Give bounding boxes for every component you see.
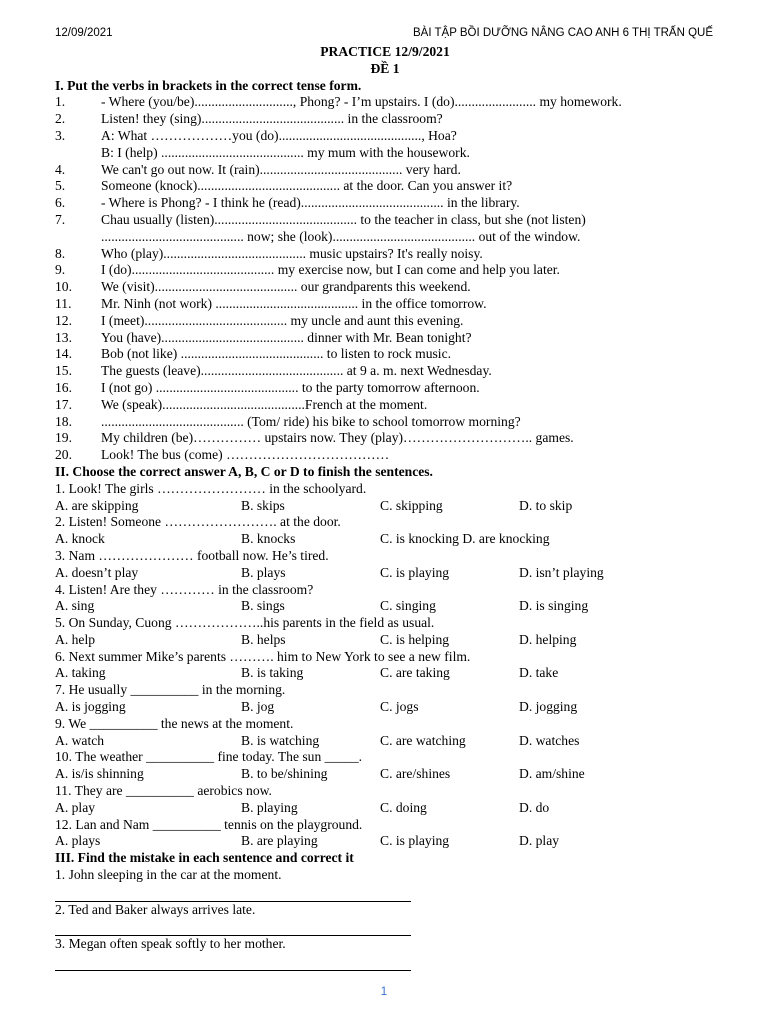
answer-option[interactable]: B. skips: [241, 497, 285, 513]
answer-options: [55, 766, 715, 783]
answer-option[interactable]: A. is/is shinning: [55, 766, 144, 782]
question-text: 1. Look! The girls …………………… in the schoolyard.: [55, 480, 367, 496]
item-text: .......................................... now; she (look).......................................... out of the window.: [101, 228, 581, 244]
item-number: 3.: [55, 127, 66, 143]
answer-option[interactable]: A. taking: [55, 665, 106, 681]
exercise-item: [55, 178, 715, 195]
doc-title: PRACTICE 12/9/2021: [320, 44, 450, 59]
item-number: 4.: [55, 161, 66, 177]
answer-option[interactable]: B. playing: [241, 799, 298, 815]
answer-option[interactable]: B. helps: [241, 631, 286, 647]
exercise-item: [55, 279, 715, 296]
exercise-item: [55, 363, 715, 380]
answer-option[interactable]: B. is taking: [241, 665, 304, 681]
question-text: 6. Next summer Mike’s parents ………. him to New York to see a new film.: [55, 648, 471, 664]
question-text: 10. The weather __________ fine today. The sun _____.: [55, 749, 363, 765]
exercise-item: [55, 145, 715, 162]
answer-option[interactable]: A. are skipping: [55, 497, 139, 513]
answer-options: [55, 733, 715, 750]
answer-option[interactable]: C. skipping: [380, 497, 443, 513]
answer-option[interactable]: D. to skip: [519, 497, 573, 513]
item-text: I (not go) .......................................... to the party tomorrow afternoon.: [101, 379, 480, 395]
item-number: 1.: [55, 94, 66, 110]
answer-option[interactable]: B. are playing: [241, 833, 318, 849]
answer-options: [55, 699, 715, 716]
item-text: Listen! they (sing).......................................... in the classroom?: [101, 111, 443, 127]
header-date: 12/09/2021: [55, 27, 113, 39]
question-text: 4. Listen! Are they ………… in the classroom?: [55, 581, 314, 597]
answer-option[interactable]: D. am/shine: [519, 766, 585, 782]
answer-options: [55, 800, 715, 817]
item-text: The guests (leave).......................................... at 9 a. m. next Wednesday.: [101, 363, 492, 379]
document-body: [55, 44, 715, 971]
answer-options: [55, 598, 715, 615]
item-text: You (have).......................................... dinner with Mr. Bean tonight?: [101, 329, 472, 345]
answer-options: [55, 833, 715, 850]
item-text: - Where (you/be)............................., Phong? - I’m upstairs. I (do)........................ my homework.: [101, 94, 622, 110]
page-number: 1: [380, 986, 388, 998]
answer-options: [55, 632, 715, 649]
item-text: .......................................... (Tom/ ride) his bike to school tomorrow morning?: [101, 413, 521, 429]
item-number: 20.: [55, 447, 72, 463]
answer-option[interactable]: A. knock: [55, 531, 105, 547]
item-text: We (visit).......................................... our grandparents this weekend.: [101, 279, 471, 295]
item-number: 10.: [55, 279, 72, 295]
mistake-sentence: 1. John sleeping in the car at the moment.: [55, 867, 282, 883]
exercise-item: [55, 346, 715, 363]
item-text: Someone (knock).......................................... at the door. Can you answer it?: [101, 178, 513, 194]
exercise-item: [55, 162, 715, 179]
answer-option[interactable]: D. do: [519, 799, 550, 815]
exercise-item: [55, 330, 715, 347]
answer-option[interactable]: C. are/shines: [380, 766, 451, 782]
item-number: 12.: [55, 312, 72, 328]
section2-heading: II. Choose the correct answer A, B, C or D to finish the sentences.: [55, 463, 433, 479]
answer-option[interactable]: A. watch: [55, 732, 105, 748]
answer-line[interactable]: [55, 884, 411, 902]
item-text: Chau usually (listen).......................................... to the teacher in class, but she (not listen): [101, 211, 586, 227]
item-number: 18.: [55, 413, 72, 429]
section3-heading: III. Find the mistake in each sentence and correct it: [55, 850, 354, 866]
mistake-sentence: 3. Megan often speak softly to her mother.: [55, 936, 286, 952]
answer-option[interactable]: C. jogs: [380, 699, 419, 715]
item-text: My children (be)…………… upstairs now. They (play)……………………….. games.: [101, 430, 574, 446]
answer-option[interactable]: D. helping: [519, 631, 577, 647]
item-number: 5.: [55, 178, 66, 194]
item-text: I (meet).......................................... my uncle and aunt this evening.: [101, 312, 464, 328]
header-title: BÀI TẬP BỒI DƯỠNG NÂNG CAO ANH 6 THỊ TRẤN QUẾ: [412, 27, 713, 39]
item-text: Look! The bus (come) ………………………………: [101, 447, 390, 463]
question-text: 9. We __________ the news at the moment.: [55, 715, 294, 731]
section1-heading: I. Put the verbs in brackets in the correct tense form.: [55, 77, 362, 93]
answer-option[interactable]: C. are taking: [380, 665, 450, 681]
exercise-item: [55, 447, 715, 464]
answer-option[interactable]: A. play: [55, 799, 96, 815]
exercise-item: [55, 430, 715, 447]
answer-option[interactable]: B. jog: [241, 699, 275, 715]
answer-option[interactable]: C. are watching: [380, 732, 466, 748]
answer-option[interactable]: D. take: [519, 665, 559, 681]
exercise-item: [55, 313, 715, 330]
item-text: - Where is Phong? - I think he (read).......................................... in the library.: [101, 195, 520, 211]
answer-option[interactable]: C. doing: [380, 799, 427, 815]
question-text: 5. On Sunday, Cuong ………………..his parents in the field as usual.: [55, 615, 435, 631]
mistake-sentence: 2. Ted and Baker always arrives late.: [55, 901, 256, 917]
exercise-item: [55, 94, 715, 111]
answer-option[interactable]: C. is playing: [380, 564, 450, 580]
item-text: A: What ………………you (do).........................................., Hoa?: [101, 127, 457, 143]
item-text: B: I (help) .......................................... my mum with the housework.: [101, 144, 470, 160]
answer-option[interactable]: B. to be/shining: [241, 766, 328, 782]
exercise-item: [55, 212, 715, 229]
answer-line[interactable]: [55, 953, 411, 971]
answer-option[interactable]: D. watches: [519, 732, 580, 748]
exercise-item: [55, 414, 715, 431]
answer-option[interactable]: D. is singing: [519, 598, 589, 614]
answer-option[interactable]: B. is watching: [241, 732, 320, 748]
item-number: 16.: [55, 379, 72, 395]
item-text: Bob (not like) .......................................... to listen to rock music.: [101, 346, 452, 362]
exercise-item: [55, 296, 715, 313]
item-number: 2.: [55, 111, 66, 127]
answer-options: [55, 531, 715, 548]
section3-list: [55, 867, 715, 971]
answer-options: [55, 565, 715, 582]
item-text: We (speak)..........................................French at the moment.: [101, 396, 428, 412]
answer-option[interactable]: B. knocks: [241, 531, 296, 547]
exercise-item: [55, 262, 715, 279]
answer-option[interactable]: C. is playing: [380, 833, 450, 849]
section1-list: [55, 94, 715, 464]
answer-line[interactable]: [55, 918, 411, 936]
exercise-item: [55, 380, 715, 397]
item-number: 17.: [55, 396, 72, 412]
item-text: Mr. Ninh (not work) .......................................... in the office tomorrow.: [101, 295, 487, 311]
item-number: 7.: [55, 211, 66, 227]
item-number: 14.: [55, 346, 72, 362]
exercise-item: [55, 195, 715, 212]
answer-option[interactable]: A. help: [55, 631, 96, 647]
answer-option[interactable]: C. is helping: [380, 631, 450, 647]
exercise-item: [55, 246, 715, 263]
answer-option[interactable]: B. sings: [241, 598, 285, 614]
item-text: Who (play).......................................... music upstairs? It's really noisy.: [101, 245, 483, 261]
answer-option[interactable]: D. isn’t playing: [519, 564, 604, 580]
item-number: 6.: [55, 195, 66, 211]
item-number: 19.: [55, 430, 72, 446]
question-text: 12. Lan and Nam __________ tennis on the playground.: [55, 816, 363, 832]
question-text: 2. Listen! Someone ……………………. at the door.: [55, 514, 341, 530]
answer-option[interactable]: A. is jogging: [55, 699, 126, 715]
question-text: 11. They are __________ aerobics now.: [55, 783, 272, 799]
answer-option[interactable]: D. jogging: [519, 699, 578, 715]
exercise-item: [55, 229, 715, 246]
answer-option[interactable]: D. play: [519, 833, 560, 849]
exercise-item: [55, 128, 715, 145]
exercise-item: [55, 397, 715, 414]
exercise-item: [55, 111, 715, 128]
item-number: 13.: [55, 329, 72, 345]
section2-list: [55, 481, 715, 851]
question-text: 7. He usually __________ in the morning.: [55, 682, 286, 698]
answer-option[interactable]: C. singing: [380, 598, 436, 614]
answer-option[interactable]: A. plays: [55, 833, 101, 849]
page-header: [55, 27, 713, 43]
item-text: We can't go out now. It (rain).......................................... very hard.: [101, 161, 461, 177]
answer-option[interactable]: C. is knocking D. are knocking: [380, 531, 550, 547]
item-number: 8.: [55, 245, 66, 261]
item-number: 9.: [55, 262, 66, 278]
question-text: 3. Nam ………………… football now. He’s tired.: [55, 547, 329, 563]
answer-options: [55, 665, 715, 682]
item-number: 11.: [55, 295, 72, 311]
item-number: 15.: [55, 363, 72, 379]
item-text: I (do).......................................... my exercise now, but I can come and help you later.: [101, 262, 560, 278]
answer-option[interactable]: B. plays: [241, 564, 286, 580]
answer-options: [55, 498, 715, 515]
answer-option[interactable]: A. doesn’t play: [55, 564, 139, 580]
answer-option[interactable]: A. sing: [55, 598, 95, 614]
doc-subtitle: ĐỀ 1: [370, 60, 400, 76]
